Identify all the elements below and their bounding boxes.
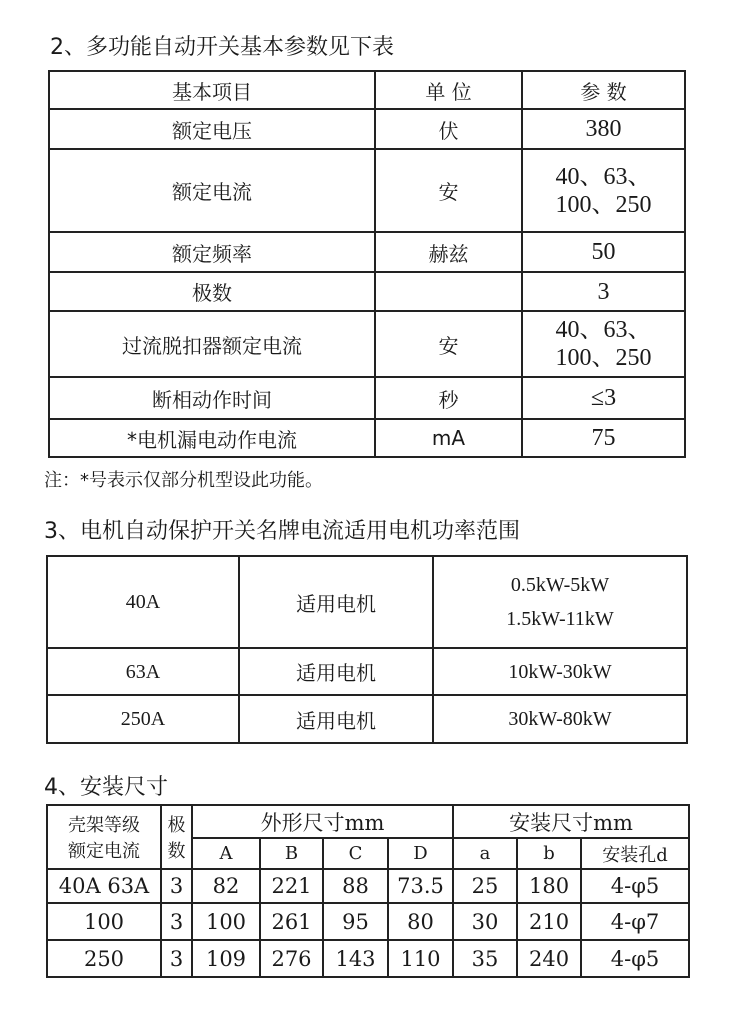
motor-label: 适用电机 — [239, 695, 433, 743]
header-line: 额定电流 — [68, 841, 140, 862]
value-line: 40、63、 — [555, 317, 652, 343]
header-col: D — [388, 838, 453, 869]
cell: 3 — [161, 903, 192, 940]
header-col: A — [192, 838, 260, 869]
power-range: 30kW-80kW — [433, 695, 687, 743]
cell: 82 — [192, 869, 260, 903]
header-line: 数 — [167, 841, 186, 862]
row-value — [522, 311, 685, 377]
cell: 100 — [47, 903, 161, 940]
row-value: 75 — [522, 419, 685, 457]
row-value: 380 — [522, 109, 685, 149]
cell: 4-φ5 — [581, 940, 689, 977]
row-item: *电机漏电动作电流 — [49, 419, 375, 457]
basic-params-table — [48, 70, 686, 458]
header-col: C — [323, 838, 388, 869]
row-item: 极数 — [49, 272, 375, 311]
row-item: 断相动作时间 — [49, 377, 375, 419]
cell: 4-φ7 — [581, 903, 689, 940]
table-row — [49, 109, 685, 149]
cell: 25 — [453, 869, 517, 903]
row-unit: 赫兹 — [375, 232, 522, 272]
section4-title: 4、安装尺寸 — [44, 775, 168, 800]
header-item: 基本项目 — [49, 71, 375, 109]
section3-title: 3、电机自动保护开关名牌电流适用电机功率范围 — [44, 519, 520, 544]
cell: 221 — [260, 869, 323, 903]
header-col: b — [517, 838, 581, 869]
current-cell: 250A — [47, 695, 239, 743]
cell: 80 — [388, 903, 453, 940]
footnote: 注：*号表示仅部分机型设此功能。 — [44, 470, 323, 491]
table-row — [49, 272, 685, 311]
row-unit: 安 — [375, 149, 522, 232]
cell: 88 — [323, 869, 388, 903]
value-line: 100、250 — [555, 191, 652, 218]
value-line: 100、250 — [555, 345, 652, 371]
header-poles — [161, 805, 192, 869]
cell: 3 — [161, 940, 192, 977]
power-range: 10kW-30kW — [433, 648, 687, 695]
row-unit: mA — [375, 419, 522, 457]
value-line: 40、63、 — [555, 163, 652, 190]
row-item: 额定电压 — [49, 109, 375, 149]
cell: 180 — [517, 869, 581, 903]
row-item: 过流脱扣器额定电流 — [49, 311, 375, 377]
section2-title: 2、多功能自动开关基本参数见下表 — [50, 35, 394, 60]
cell: 73.5 — [388, 869, 453, 903]
header-mount-dims: 安装尺寸mm — [453, 805, 689, 838]
header-frame-current — [47, 805, 161, 869]
table-row — [47, 940, 689, 977]
table-row — [47, 903, 689, 940]
cell: 250 — [47, 940, 161, 977]
table-row — [49, 311, 685, 377]
header-outer-dims: 外形尺寸mm — [192, 805, 453, 838]
row-item: 额定频率 — [49, 232, 375, 272]
row-value: 3 — [522, 272, 685, 311]
current-cell: 40A — [47, 556, 239, 648]
row-value: ≤3 — [522, 377, 685, 419]
cell: 4-φ5 — [581, 869, 689, 903]
table-row — [47, 556, 687, 648]
table-header-row — [49, 71, 685, 109]
header-unit: 单 位 — [375, 71, 522, 109]
header-line: 壳架等级 — [68, 815, 140, 836]
cell: 143 — [323, 940, 388, 977]
header-col: 安装孔d — [581, 838, 689, 869]
row-value — [522, 149, 685, 232]
motor-power-table — [46, 555, 688, 744]
cell: 109 — [192, 940, 260, 977]
row-value: 50 — [522, 232, 685, 272]
cell: 95 — [323, 903, 388, 940]
cell: 210 — [517, 903, 581, 940]
row-unit: 秒 — [375, 377, 522, 419]
header-value: 参 数 — [522, 71, 685, 109]
row-unit — [375, 272, 522, 311]
power-range — [433, 556, 687, 648]
table-row — [47, 869, 689, 903]
motor-label: 适用电机 — [239, 648, 433, 695]
table-row — [47, 695, 687, 743]
header-col: B — [260, 838, 323, 869]
cell: 35 — [453, 940, 517, 977]
table-row — [49, 149, 685, 232]
cell: 276 — [260, 940, 323, 977]
table-header-row — [47, 805, 689, 838]
cell: 261 — [260, 903, 323, 940]
table-row — [49, 419, 685, 457]
motor-label: 适用电机 — [239, 556, 433, 648]
cell: 3 — [161, 869, 192, 903]
table-row — [49, 232, 685, 272]
row-item: 额定电流 — [49, 149, 375, 232]
header-col: a — [453, 838, 517, 869]
current-cell: 63A — [47, 648, 239, 695]
cell: 240 — [517, 940, 581, 977]
cell: 30 — [453, 903, 517, 940]
range-line: 1.5kW-11kW — [506, 608, 614, 630]
cell: 100 — [192, 903, 260, 940]
table-row — [49, 377, 685, 419]
cell: 40A 63A — [47, 869, 161, 903]
range-line: 0.5kW-5kW — [510, 574, 610, 596]
row-unit: 安 — [375, 311, 522, 377]
row-unit: 伏 — [375, 109, 522, 149]
cell: 110 — [388, 940, 453, 977]
table-row — [47, 648, 687, 695]
header-line: 极 — [167, 815, 186, 836]
install-dimensions-table — [46, 804, 690, 978]
